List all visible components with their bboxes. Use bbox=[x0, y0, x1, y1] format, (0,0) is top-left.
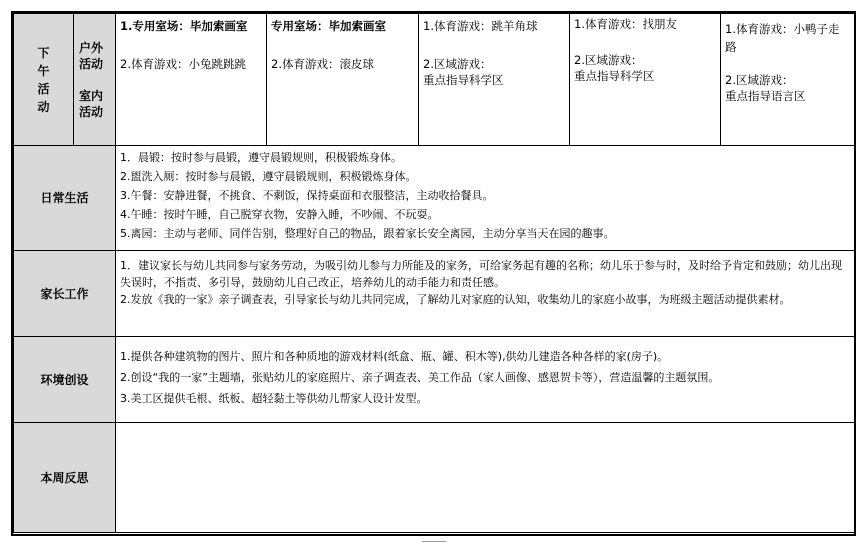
afternoon-day-2: 专用室场：毕加索画室 2.体育游戏：滚皮球 bbox=[267, 14, 419, 146]
parents-content bbox=[116, 251, 855, 337]
afternoon-row bbox=[14, 14, 855, 146]
page-divider bbox=[422, 541, 446, 545]
weekly-plan-table bbox=[11, 11, 856, 536]
reflection-label: 本周反思 bbox=[14, 423, 116, 533]
environment-label: 环境创设 bbox=[14, 337, 116, 423]
daily-item: 3.午餐：安静进餐，不挑食、不剩饭，保持桌面和衣服整洁，主动收拾餐具。 bbox=[120, 189, 494, 202]
reflection-row bbox=[14, 423, 855, 533]
afternoon-sublabels bbox=[74, 14, 116, 146]
outdoor-label-1: 户外 bbox=[79, 40, 104, 55]
outdoor-label-2: 活动 bbox=[79, 56, 104, 71]
afternoon-day-1: 1.专用室场：毕加索画室 2.体育游戏：小兔跳跳跳 bbox=[116, 14, 267, 146]
reflection-content[interactable] bbox=[116, 423, 855, 533]
daily-item: 1．晨锻：按时参与晨锻，遵守晨锻规则，积极锻炼身体。 bbox=[120, 151, 402, 164]
daily-row bbox=[14, 146, 855, 251]
daily-content bbox=[116, 146, 855, 251]
parents-label: 家长工作 bbox=[14, 251, 116, 337]
afternoon-day-3: 1.体育游戏：跳羊角球 2.区域游戏： 重点指导科学区 bbox=[419, 14, 570, 146]
environment-item: 1.提供各种建筑物的图片、照片和各种质地的游戏材料(纸盒、瓶、罐、积木等),供幼儿建造各种各样的家(房子)。 bbox=[120, 350, 669, 363]
parents-item: 1．建议家长与幼儿共同参与家务劳动，为吸引幼儿参与力所能及的家务，可给家务起有趣的名称；幼儿乐于参与时，及时给予肯定和鼓励；幼儿出现失误时，不指责、多引导，鼓励幼儿自己改正，培养幼儿的动手能力和责任感。 bbox=[120, 259, 842, 289]
environment-item: 2.创设“我的一家”主题墙，张贴幼儿的家庭照片、亲子调查表、美工作品（家人画像、感恩贺卡等），营造温馨的主题氛围。 bbox=[120, 371, 720, 384]
afternoon-day-5: 1.体育游戏：小鸭子走路 2.区域游戏： 重点指导语言区 bbox=[721, 14, 855, 146]
environment-item: 3.美工区提供毛根、纸板、超轻黏土等供幼儿帮家人设计发型。 bbox=[120, 392, 428, 405]
afternoon-label: 下 午 活 动 bbox=[14, 14, 74, 146]
daily-item: 4.午睡：按时午睡，自己脱穿衣物，安静入睡，不吵闹、不玩耍。 bbox=[120, 208, 439, 221]
daily-label: 日常生活 bbox=[14, 146, 116, 251]
indoor-label-2: 活动 bbox=[79, 104, 104, 119]
environment-row bbox=[14, 337, 855, 423]
afternoon-day-4: 1.体育游戏：找朋友 2.区域游戏： 重点指导科学区 bbox=[570, 14, 721, 146]
daily-item: 5.离园：主动与老师、同伴告别，整理好自己的物品，跟着家长安全离园，主动分享当天在园的趣事。 bbox=[120, 227, 615, 240]
parents-row bbox=[14, 251, 855, 337]
daily-item: 2.盥洗入厕：按时参与晨锻，遵守晨锻规则，积极锻炼身体。 bbox=[120, 170, 417, 183]
plan-grid bbox=[13, 13, 855, 533]
parents-item: 2.发放《我的一家》亲子调查表，引导家长与幼儿共同完成，了解幼儿对家庭的认知，收集幼儿的家庭小故事，为班级主题活动提供素材。 bbox=[120, 293, 791, 306]
environment-content bbox=[116, 337, 855, 423]
indoor-label-1: 室内 bbox=[79, 88, 104, 103]
